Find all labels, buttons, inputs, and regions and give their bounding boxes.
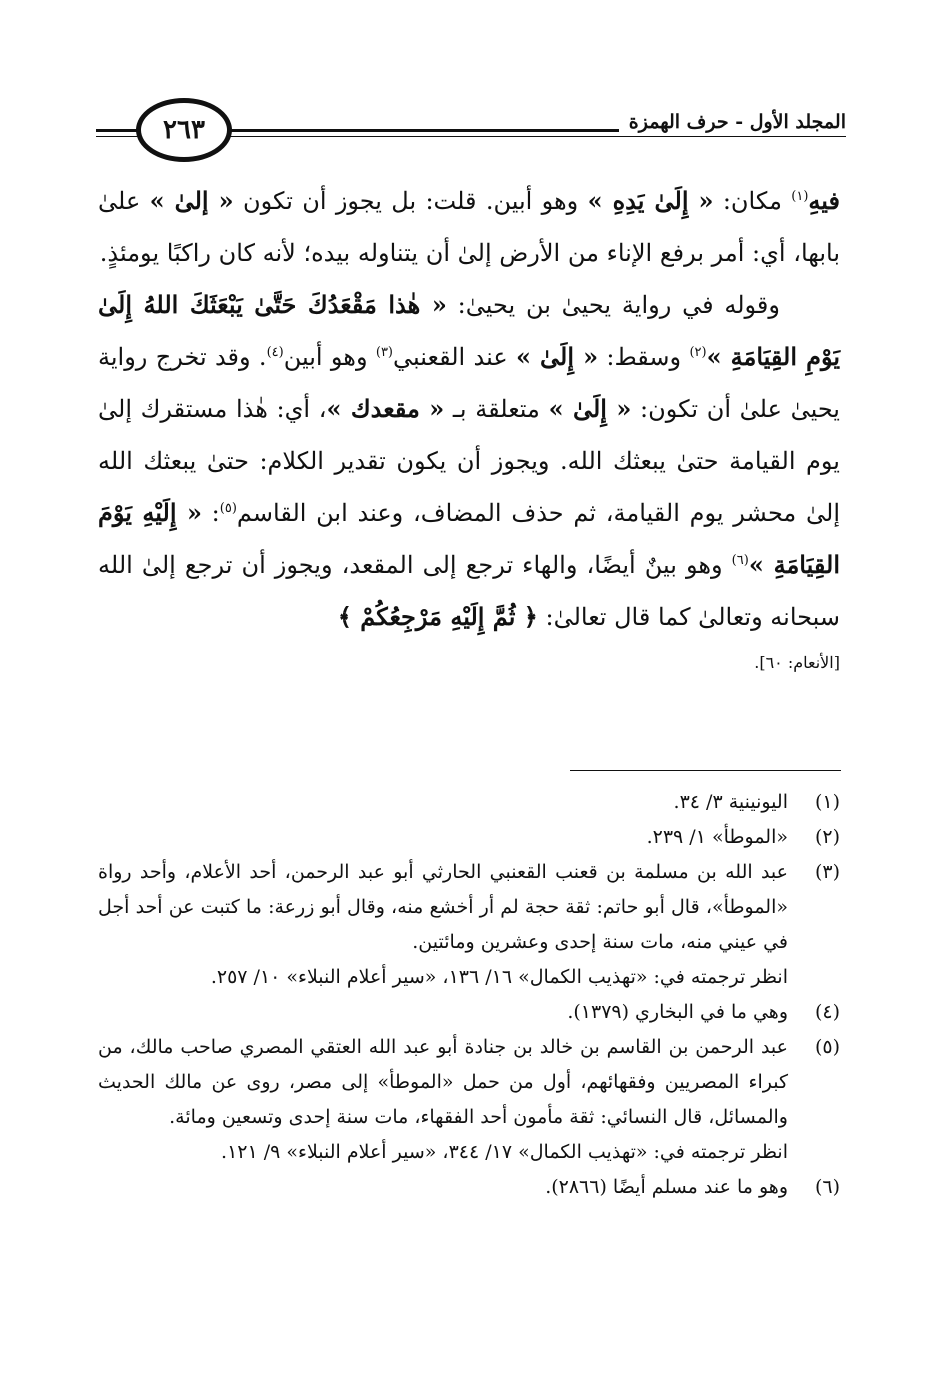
footnote-number: (٢) <box>814 826 840 848</box>
quran-quote: ﴿ ثُمَّ إِلَيْهِ مَرْجِعُكُمْ ﴾ <box>337 602 538 631</box>
body-text: وسقط: <box>598 343 690 371</box>
footnote-separator <box>570 770 841 771</box>
footnote-text: وهو ما عند مسلم أيضًا (٢٨٦٦). <box>545 1176 788 1198</box>
footnote-item <box>98 1030 840 1170</box>
paragraph-2 <box>98 279 840 643</box>
quran-reference: [الأنعام: ٦٠]. <box>754 653 840 672</box>
body-text: عند القعنبي <box>393 343 516 371</box>
quote-text: « إِلَىٰ يَدِهِ » <box>587 186 714 215</box>
body-text: وهو بينٌ أيضًا، والهاء ترجع إلى المقعد، ويجوز أن ترجع إلىٰ الله سبحانه وتعالىٰ كما قال تعالىٰ: <box>98 551 840 631</box>
footnote-text: عبد الله بن مسلمة بن قعنب القعنبي الحارثي أبو عبد الرحمن، أحد الأعلام، وأحد رواة «الموطأ»، قال أبو حاتم: ثقة حجة لم أر أخشع منه، وقال أبو زرعة: ما كتبت عن أحد أجل في عيني منه، مات سنة إحدى وعشرين ومائتين. <box>98 861 788 953</box>
footnote-text: اليونينية ٣/ ٣٤. <box>673 791 788 813</box>
body-text: وهو أبين. قلت: بل يجوز أن تكون <box>233 187 588 215</box>
footnote-item <box>98 785 840 820</box>
running-head: المجلد الأول - حرف الهمزة <box>619 111 846 133</box>
quote-text: « إِلَىٰ » <box>516 342 599 371</box>
main-text <box>98 175 840 683</box>
footnotes <box>98 785 840 1205</box>
body-text: متعلقة بـ <box>444 395 549 423</box>
body-text: وهو أبين <box>283 343 376 371</box>
footnote-number: (١) <box>814 791 840 813</box>
footnote-text: «الموطأ» ١/ ٢٣٩. <box>646 826 788 848</box>
footnote-marker: (٤) <box>266 345 284 360</box>
footnote-number: (٦) <box>814 1176 840 1198</box>
footnote-marker: (٥) <box>219 501 237 516</box>
footnote-number: (٤) <box>814 1001 840 1023</box>
footnote-text: انظر ترجمته في: «تهذيب الكمال» ١٦/ ١٣٦، «سير أعلام النبلاء» ١٠/ ٢٥٧. <box>210 966 788 988</box>
quote-text: « إلىٰ » <box>149 186 234 215</box>
footnote-marker: (١) <box>791 189 809 204</box>
quote-text: « إِلَىٰ » <box>548 394 632 423</box>
footnote-marker: (٣) <box>375 345 393 360</box>
quote-text: فيهِ <box>808 186 841 215</box>
footnote-text: انظر ترجمته في: «تهذيب الكمال» ١٧/ ٣٤٤، «سير أعلام النبلاء» ٩/ ١٢١. <box>221 1141 788 1163</box>
footnote-item <box>98 820 840 855</box>
footnote-marker: (٢) <box>689 345 707 360</box>
body-text: مكان: <box>713 187 792 215</box>
footnote-text: عبد الرحمن بن القاسم بن خالد بن جنادة أبو عبد الله العتقي المصري صاحب مالك، من كبراء المصريين وفقهائهم، أول من حمل «الموطأ» إلى مصر، روى عن مالك الحديث والمسائل، قال النسائي: ثقة مأمون أحد الفقهاء، مات سنة إحدى وتسعين ومائة. <box>98 1036 788 1128</box>
quote-text: « هٰذا مَقْعَدُكَ حَتَّىٰ يَبْعَثَكَ اللهُ إِلَىٰ يَوْمِ القِيَامَةِ » <box>98 290 841 371</box>
body-text: . وقد تخرج رواية يحيىٰ علىٰ أن تكون: <box>98 343 840 423</box>
body-text: ، أي: هٰذا مستقرك إلىٰ يوم القيامة حتىٰ يبعثك الله. ويجوز أن يكون تقدير الكلام: حتىٰ يبعثك الله إلىٰ محشر يوم القيامة، ثم حذف المضاف، وعند ابن القاسم <box>98 395 841 527</box>
footnote-item <box>98 855 840 995</box>
footnote-text: وهي ما في البخاري (١٣٧٩). <box>567 1001 788 1023</box>
body-text: : <box>201 499 220 527</box>
paragraph-1 <box>98 175 840 279</box>
quote-text: « مقعدك » <box>326 394 445 423</box>
footnote-number: (٥) <box>814 1036 840 1058</box>
quote-text: « إِلَيْهِ يَوْمَ القِيَامَةِ » <box>98 498 840 579</box>
footnote-item <box>98 995 840 1030</box>
page-header <box>96 96 846 166</box>
footnote-item <box>98 1170 840 1205</box>
page-number: ٢٦٣ <box>136 98 232 162</box>
body-text: وقوله في رواية يحيىٰ بن يحيىٰ: <box>446 291 780 319</box>
body-text: علىٰ بابها، أي: أمر برفع الإناء من الأرض إلىٰ أن يتناوله بيده؛ لأنه كان راكبًا يومئذٍ. <box>98 187 840 267</box>
footnote-number: (٣) <box>814 861 840 883</box>
footnote-marker: (٦) <box>731 553 749 568</box>
